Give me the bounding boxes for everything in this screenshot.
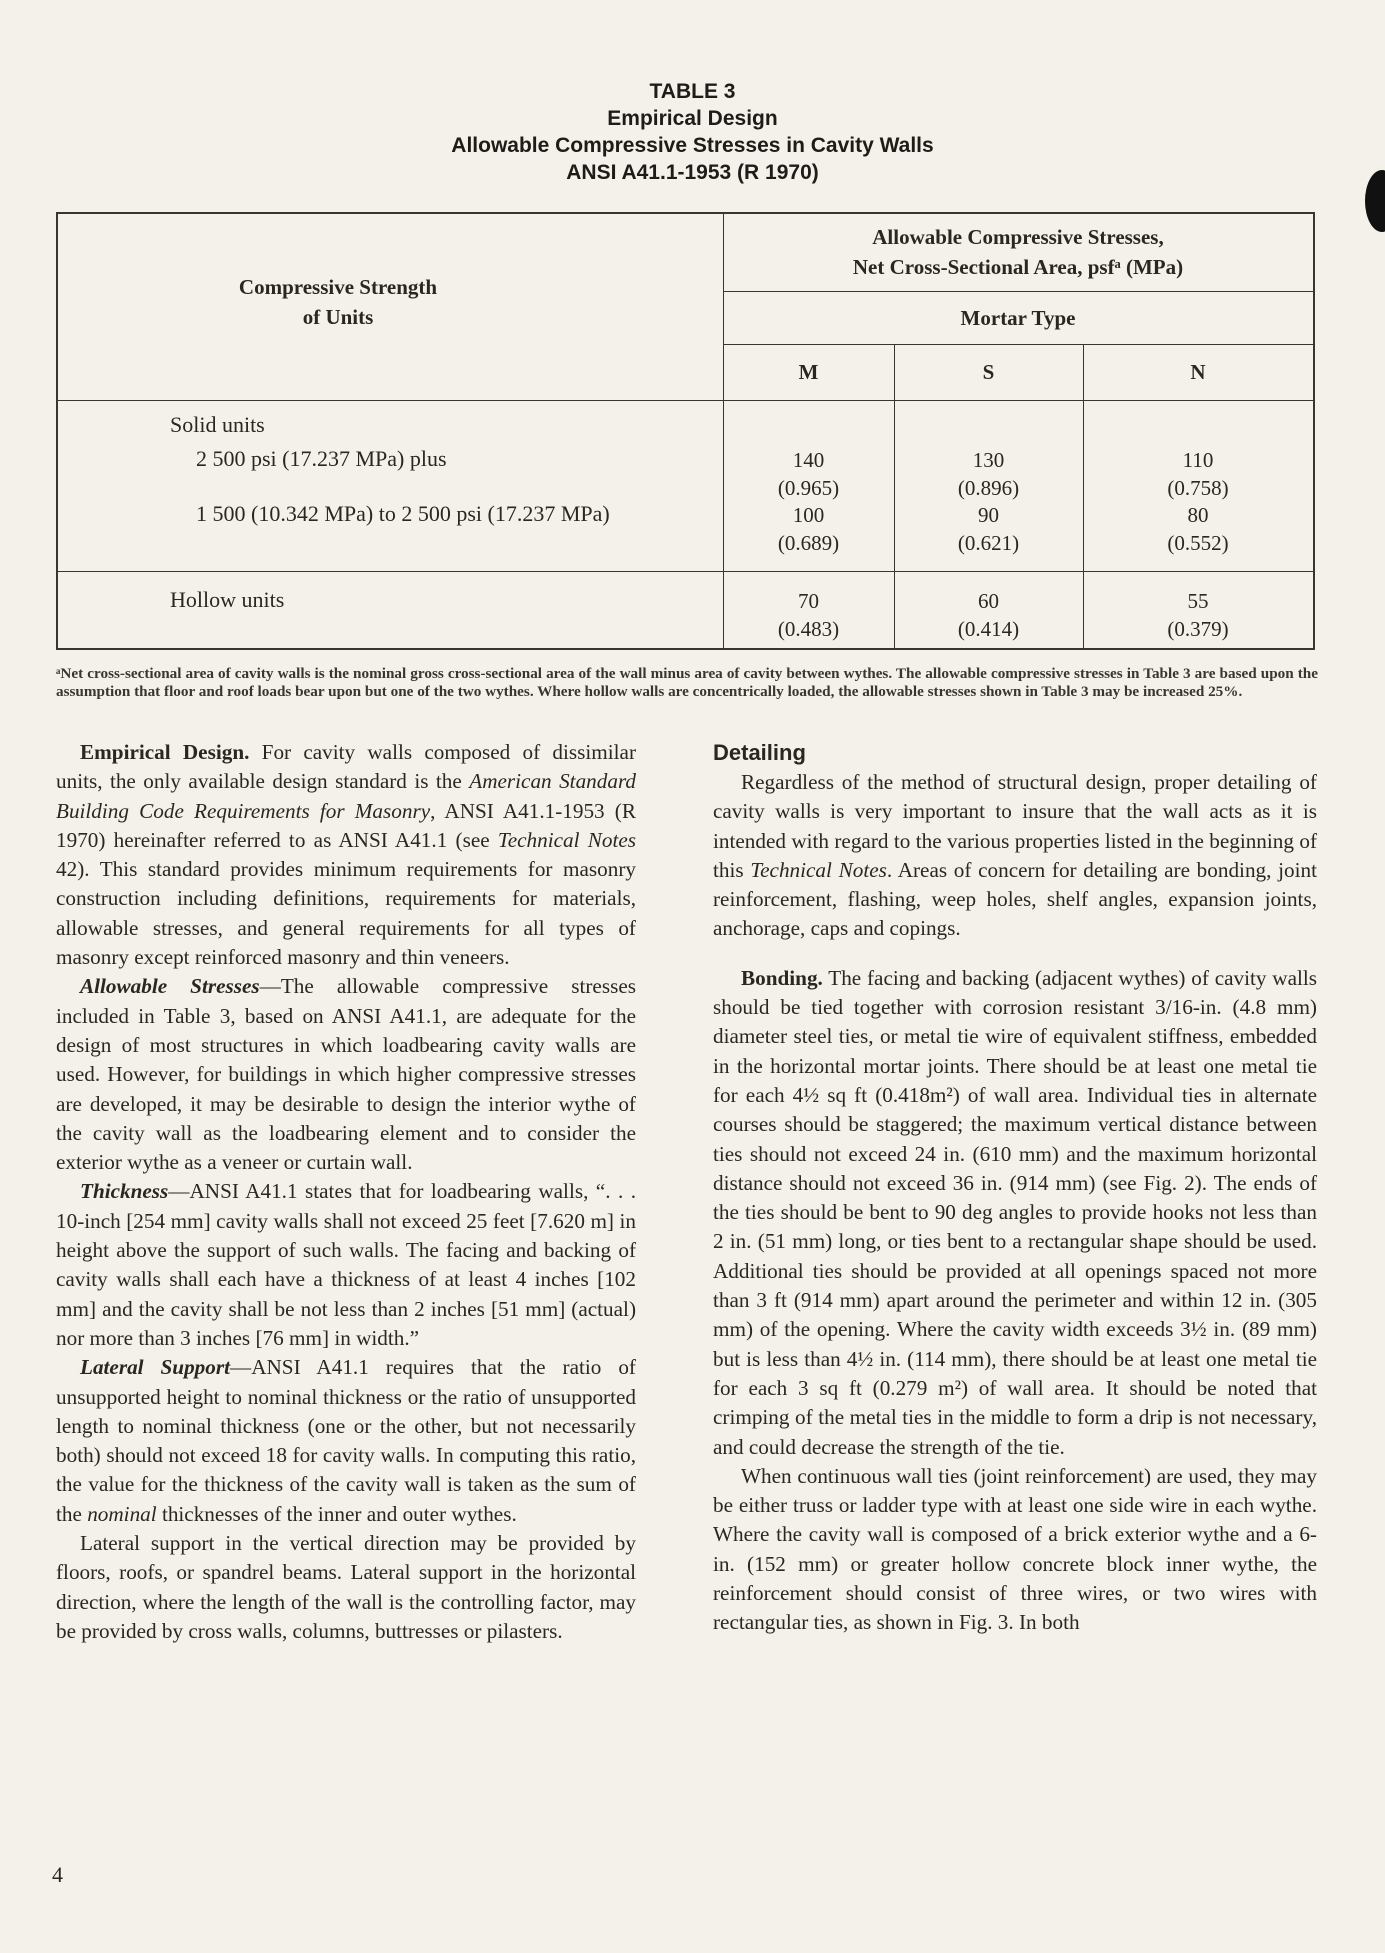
- cell-mpa: (0.414): [957, 617, 1020, 641]
- cell-psf: 140: [792, 448, 825, 472]
- table-footnote: ᵃNet cross-sectional area of cavity walls is the nominal gross cross-sectional area of the wall minus area of cavity between wythes. The allowable compressive stresses in Table 3 are based upon the assumption that floor and roof loads bear upon but one of the two wythes. Where hollow walls are concentrically loaded, the allowable stresses shown in Table 3 may be increased 25%.: [56, 665, 1318, 700]
- italic-title: American Standard Building Code Requirements for Masonry: [56, 769, 636, 823]
- cell-mpa: (0.483): [777, 617, 840, 641]
- text-run: The facing and backing (adjacent wythes) of cavity walls should be tied together with corrosion resistant 3/16-in. (4.8 mm) diameter steel ties, or metal tie wire of equivalent stiffness, embedded in the horizontal mortar joints. There should be at least one metal tie for each 4½ sq ft (0.418m²) of wall area. Individual ties in alternate courses should be staggered; the maximum vertical distance between ties should not exceed 24 in. (610 mm) and the maximum horizontal distance should not exceed 36 in. (914 mm) (see Fig. 2). The ends of the ties should be bent to 90 deg angles to provide hooks not less than 2 in. (51 mm) long, or ties bent to a rectangular shape should be used. Additional ties should be provided at all openings spaced not more than 3 ft (914 mm) apart around the perimeter and within 12 in. (305 mm) of the opening. Where the cavity width exceeds 3½ in. (89 mm) but is less than 4½ in. (114 mm), there should be at least one metal tie for each 3 sq ft (0.279 m²) of wall area. It should be noted that crimping of the metal ties in the middle to form a drip is not necessary, and could decrease the strength of the tie.: [713, 965, 1317, 1459]
- text-run: 42). This standard provides minimum requirements for masonry construction including definitions, requirements for materials, allowable stresses, and general requirements for all types of masonry except reinforced masonry and thin veneers.: [56, 857, 636, 970]
- cell-psf: 55: [1187, 589, 1209, 613]
- row-label-hollow-units: Hollow units: [170, 587, 285, 612]
- paragraph-thickness: [56, 1177, 636, 1353]
- row-label-1500-to-2500: 1 500 (10.342 MPa) to 2 500 psi (17.237 MPa): [196, 501, 610, 526]
- header-mortar-m: M: [798, 360, 819, 384]
- italic-word: nominal: [87, 1501, 157, 1526]
- cell-mpa: (0.379): [1167, 617, 1229, 641]
- right-column: [713, 738, 1317, 1638]
- runin-heading: Bonding.: [741, 965, 823, 990]
- paragraph-allowable-stresses: [56, 972, 636, 1177]
- header-mortar-n: N: [1190, 360, 1206, 384]
- paragraph-lateral-support-direction: Lateral support in the vertical direction may be provided by floors, roofs, or spandrel beams. Lateral support in the horizontal direction, where the length of the wall is the controlling factor, may be provided by cross walls, columns, buttresses or pilasters.: [56, 1531, 636, 1643]
- paragraph-detailing-intro: [713, 768, 1317, 944]
- table-divider: [58, 400, 1313, 401]
- text-run: —ANSI A41.1 states that for loadbearing walls, “. . . 10-inch [254 mm] cavity walls shall not exceed 25 feet [7.620 m] in height above the support of such walls. The facing and backing of cavity walls shall each have a thickness of at least 4 inches [102 mm] and the cavity shall be not less than 2 inches [51 mm] (actual) nor more than 3 inches [76 mm] in width.”: [56, 1179, 636, 1350]
- cell-value: [723, 587, 894, 643]
- cell-value: [894, 501, 1083, 557]
- cell-mpa: (0.965): [777, 476, 840, 500]
- paragraph-bonding: [713, 964, 1317, 1462]
- page-number: 4: [52, 1862, 63, 1887]
- header-line: Compressive Strength: [238, 275, 438, 299]
- header-line: Allowable Compressive Stresses,: [872, 225, 1164, 249]
- text-run: thicknesses of the inner and outer wythes.: [156, 1501, 517, 1526]
- cell-mpa: (0.896): [957, 476, 1020, 500]
- cell-mpa: (0.758): [1167, 476, 1229, 500]
- cell-psf: 100: [792, 503, 825, 527]
- table-title: Allowable Compressive Stresses in Cavity Walls: [451, 134, 934, 157]
- cell-value: [723, 501, 894, 557]
- row-label-2500-plus: 2 500 psi (17.237 MPa) plus: [196, 446, 447, 471]
- paragraph-empirical-design: [56, 738, 636, 972]
- italic-title: Technical Notes: [497, 827, 637, 852]
- header-line: of Units: [302, 305, 374, 329]
- cell-psf: 80: [1187, 503, 1209, 527]
- text-run: —The allowable compressive stresses included in Table 3, based on ANSI A41.1, are adequate for the design of most structures in which loadbearing cavity walls are used. However, for buildings in which higher compressive stresses are developed, it may be desirable to design the interior wythe of the cavity wall as the loadbearing element and to consider the exterior wythe as a veneer or curtain wall.: [56, 974, 636, 1175]
- runin-heading: Thickness: [80, 1179, 169, 1204]
- header-compressive-strength: [58, 272, 618, 332]
- paragraph-lateral-support: [56, 1353, 636, 1529]
- header-line: Net Cross-Sectional Area, psfᵃ (MPa): [852, 255, 1184, 279]
- header-allowable-stresses: [723, 222, 1313, 282]
- paragraph-continuous-ties: When continuous wall ties (joint reinforcement) are used, they may be either truss or ladder type with at least one side wire in each wythe. Where the cavity wall is composed of a brick exterior wythe and a 6-in. (152 mm) or greater hollow concrete block inner wythe, the reinforcement should consist of three wires, or two wires with rectangular ties, as shown in Fig. 3. In both: [713, 1463, 1317, 1635]
- text-run: Regardless of the method of structural design, proper detailing of cavity walls is very important to insure that the wall acts as it is intended with regard to the various properties listed in the beginning of this: [713, 770, 1317, 882]
- header-mortar-s: S: [982, 360, 995, 384]
- italic-title: Technical Notes: [750, 857, 887, 882]
- cell-psf: 110: [1182, 448, 1214, 472]
- header-mortar-type: Mortar Type: [960, 306, 1076, 330]
- cell-value: [1083, 446, 1313, 502]
- text-run: , ANSI A41.1-1953 (R 1970) hereinafter referred to as ANSI A41.1 (see: [56, 798, 636, 852]
- text-run: —ANSI A41.1 requires that the ratio of unsupported height to nominal thickness or the ratio of unsupported length to nominal thickness (one or the other, but not necessarily both) should not exceed 18 for cavity walls. In computing this ratio, the value for the thickness of the cavity wall is taken as the sum of the: [56, 1355, 636, 1526]
- stress-table: [56, 212, 1315, 650]
- table-heading: [0, 78, 1385, 186]
- cell-value: [723, 446, 894, 502]
- cell-psf: 90: [978, 503, 999, 527]
- runin-heading: Lateral Support: [80, 1355, 230, 1380]
- row-label-solid-units: Solid units: [170, 412, 265, 437]
- cell-psf: 60: [978, 589, 999, 613]
- cell-psf: 70: [798, 589, 819, 613]
- table-subtitle: Empirical Design: [607, 107, 778, 130]
- left-column: [56, 738, 636, 1646]
- cell-mpa: (0.552): [1167, 531, 1229, 555]
- cell-value: [894, 446, 1083, 502]
- cell-value: [1083, 587, 1313, 643]
- table-divider: [58, 571, 1313, 572]
- cell-value: [1083, 501, 1313, 557]
- text-run: For cavity walls composed of dissimilar units, the only available design standard is the: [56, 740, 637, 794]
- section-title-detailing: Detailing: [713, 740, 806, 765]
- text-run: . Areas of concern for detailing are bonding, joint reinforcement, flashing, weep holes, shelf angles, expansion joints, anchorage, caps and copings.: [713, 857, 1317, 941]
- cell-psf: 130: [972, 448, 1005, 472]
- cell-mpa: (0.689): [777, 531, 840, 555]
- cell-value: [894, 587, 1083, 643]
- cell-mpa: (0.621): [957, 531, 1020, 555]
- paragraph-gap: [713, 944, 1317, 964]
- runin-heading: Allowable Stresses: [80, 974, 260, 999]
- table-divider: [723, 344, 1313, 345]
- table-standard: ANSI A41.1-1953 (R 1970): [566, 161, 819, 184]
- table-divider: [723, 291, 1313, 292]
- table-number: TABLE 3: [649, 80, 736, 103]
- runin-heading: Empirical Design.: [80, 740, 250, 764]
